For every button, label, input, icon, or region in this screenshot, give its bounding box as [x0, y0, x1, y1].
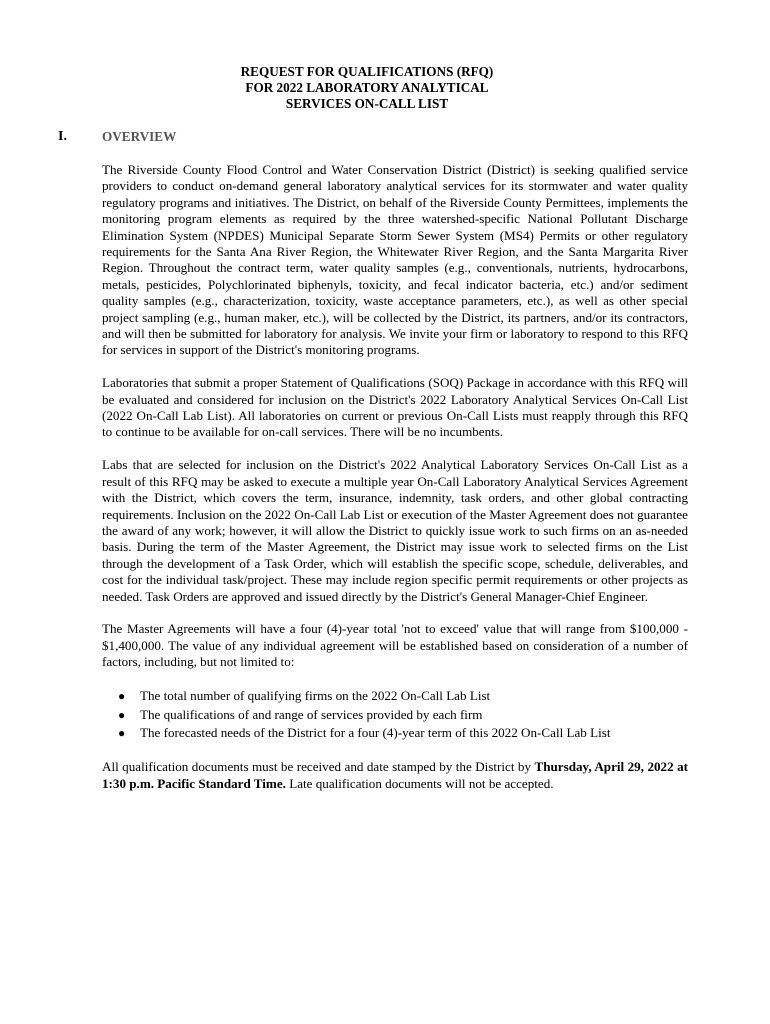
- paragraph-master-agreements: The Master Agreements will have a four (4)-year total 'not to exceed' value that will range from $100,000 - $1,400,000. The value of any individual agreement will be established based on consideration of a number of factors, including, but not limited to:: [102, 621, 688, 670]
- list-item-text: The forecasted needs of the District for a four (4)-year term of this 2022 On-Call Lab List: [140, 725, 611, 741]
- paragraph-deadline: [102, 759, 688, 792]
- deadline-tail-text: Late qualification documents will not be accepted.: [285, 775, 554, 791]
- deadline-lead-text: All qualification documents must be received and date stamped by the District by: [102, 759, 535, 775]
- list-item-text: The total number of qualifying firms on the 2022 On-Call Lab List: [140, 687, 491, 703]
- title-line-2: FOR 2022 LABORATORY ANALYTICAL: [245, 80, 489, 95]
- section-heading: OVERVIEW: [102, 129, 177, 144]
- paragraph-overview: The Riverside County Flood Control and Water Conservation District (District) is seeking qualified service providers to conduct on-demand general laboratory analytical services for its stormwater and water quality regulatory programs and initiatives. The District, on behalf of the Riverside County Permittees, implements the monitoring program elements as required by the three watershed-specific National Pollutant Discharge Elimination System (NPDES) Municipal Separate Storm Sewer System (MS4) Permits or other regulatory requirements for the Santa Ana River Region, the Whitewater River Region, and the Santa Margarita River Region. Throughout the contract term, water quality samples (e.g., conventionals, nutrients, hydrocarbons, metals, pesticides, Polychlorinated biphenyls, toxicity, and fecal indicator bacteria, etc.) and/or sediment quality samples (e.g., characterization, toxicity, waste acceptance parameters, etc.), as well as other special project sampling (e.g., human maker, etc.), will be collected by the District, its partners, and/or its contractors, and will then be submitted for laboratory for analysis. We invite your firm or laboratory to respond to this RFQ for services in support of the District's monitoring programs.: [102, 162, 688, 358]
- bullet-icon: ●: [118, 726, 126, 741]
- list-item: [102, 724, 688, 743]
- list-item: [102, 706, 688, 725]
- section-numeral: I.: [58, 129, 67, 144]
- title-line-1: REQUEST FOR QUALIFICATIONS (RFQ): [240, 64, 494, 79]
- paragraph-soq: Laboratories that submit a proper Statement of Qualifications (SOQ) Package in accordance with this RFQ will be evaluated and considered for inclusion on the District's 2022 Laboratory Analytical Services On-Call List (2022 On-Call Lab List). All laboratories on current or previous On-Call Lists must reapply through this RFQ to continue to be available for on-call services. There will be no incumbents.: [102, 375, 688, 440]
- paragraph-selection: Labs that are selected for inclusion on the District's 2022 Analytical Laboratory Services On-Call List as a result of this RFQ may be asked to execute a multiple year On-Call Laboratory Analytical Services Agreement with the District, which covers the term, insurance, indemnity, task orders, and other global contracting requirements. Inclusion on the 2022 On-Call Lab List or execution of the Master Agreement does not guarantee the award of any work; however, it will allow the District to quickly issue work to such firms on an as-needed basis. During the term of the Master Agreement, the District may issue work to selected firms on the List through the development of a Task Order, which will establish the specific scope, schedule, deliverables, and cost for the individual task/project. These may include region specific permit requirements or other projects as needed. Task Orders are approved and issued directly by the District's General Manager-Chief Engineer.: [102, 457, 688, 604]
- deadline-date: Thursday, April 29, 2022 at 1:30 p.m. Pacific Standard Time.: [102, 759, 688, 791]
- list-item-text: The qualifications of and range of services provided by each firm: [140, 706, 483, 722]
- bullet-icon: ●: [118, 688, 126, 703]
- title-line-3: SERVICES ON-CALL LIST: [285, 96, 449, 111]
- factors-list: [102, 687, 688, 743]
- bullet-icon: ●: [118, 707, 126, 722]
- list-item: [102, 687, 688, 706]
- document-title: [0, 64, 734, 112]
- document-body: [102, 162, 688, 809]
